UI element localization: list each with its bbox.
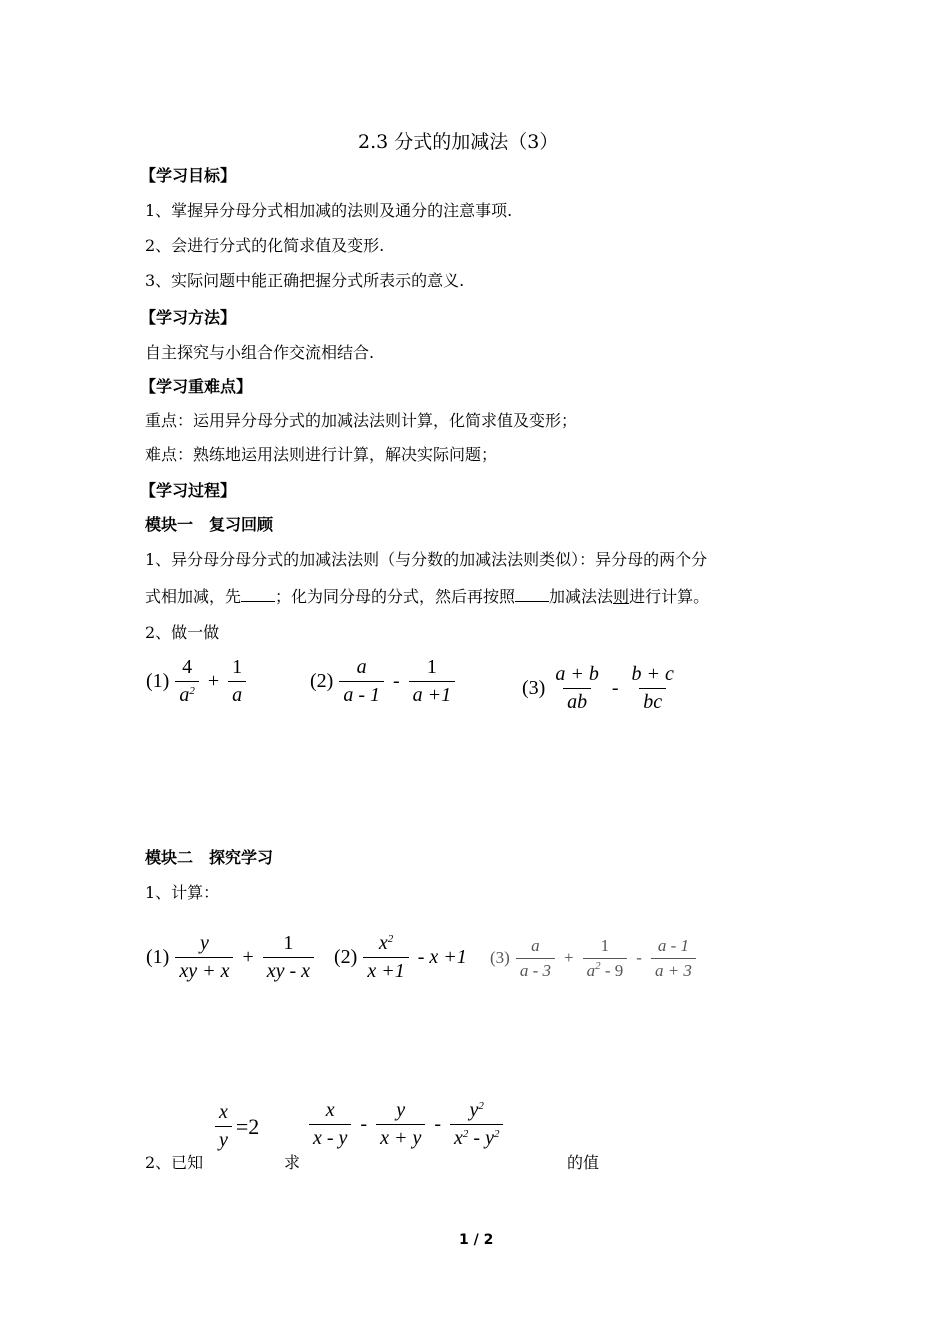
calc-label: 1、计算： — [145, 883, 220, 902]
page-number: 1 / 2 — [459, 1232, 494, 1248]
try-it-label: 2、做一做 — [145, 623, 220, 642]
rule-line-2: 式相加减，先 ；化为同分母的分式，然后再按照 加减法法则进行计算。 — [145, 587, 710, 606]
module2-heading: 模块二 探究学习 — [145, 848, 274, 867]
method-text: 自主探究与小组合作交流相结合. — [145, 343, 375, 362]
find-label: 求 — [284, 1153, 301, 1172]
page-title: 2.3 分式的加减法（3） — [358, 131, 559, 153]
goal-item: 3、实际问题中能正确把握分式所表示的意义. — [145, 271, 465, 290]
module1-heading: 模块一 复习回顾 — [145, 515, 274, 534]
goals-heading: 【学习目标】 — [140, 166, 237, 185]
exercise-1-3: (3) $\frac{a + b}{ab}$ - $\frac{b + c}{bc}$ — [522, 663, 674, 713]
target-expression: $\frac{x}{x - y}$ - $\frac{y}{x + y}$ - $\frac{y^2}{x^2 - y^2}$ — [305, 1100, 507, 1149]
key-points-heading: 【学习重难点】 — [140, 377, 253, 396]
answer-blank[interactable] — [515, 587, 549, 602]
goal-item: 1、掌握异分母分式相加减的法则及通分的注意事项. — [145, 201, 513, 220]
exercise-2-3: (3) $\frac{a}{a - 3}$ + $\frac{1}{a^2 - 9}$ - $\frac{a - 1}{a + 3}$ — [490, 937, 700, 980]
exercise-1-2: (2) $\frac{a}{a - 1}$ - $\frac{1}{a +1}$ — [310, 657, 459, 706]
given-condition: $\frac{x}{y}$ =2 — [211, 1102, 259, 1151]
key-point-text: 重点：运用异分母分式的加减法法则计算，化简求值及变形； — [145, 411, 578, 430]
method-heading: 【学习方法】 — [140, 308, 237, 327]
rule-line-1: 1、异分母分母分式的加减法法则（与分数的加减法法则类似）：异分母的两个分 — [145, 550, 708, 569]
exercise-1-1: (1) $\frac{4}{a^2}$ + $\frac{1}{a}$ — [146, 657, 250, 706]
difficult-point-text: 难点：熟练地运用法则进行计算，解决实际问题； — [145, 445, 498, 464]
process-heading: 【学习过程】 — [140, 481, 237, 500]
exercise-2-2: (2) $\frac{x^2}{x +1}$ - x +1 — [334, 932, 467, 982]
value-suffix: 的值 — [567, 1153, 600, 1172]
exercise-2-1: (1) $\frac{y}{xy + x}$ + $\frac{1}{xy - x}$ — [146, 933, 318, 982]
answer-blank[interactable] — [241, 587, 275, 602]
goal-item: 2、会进行分式的化简求值及变形. — [145, 236, 385, 255]
given-prefix: 2、已知 — [145, 1153, 204, 1172]
